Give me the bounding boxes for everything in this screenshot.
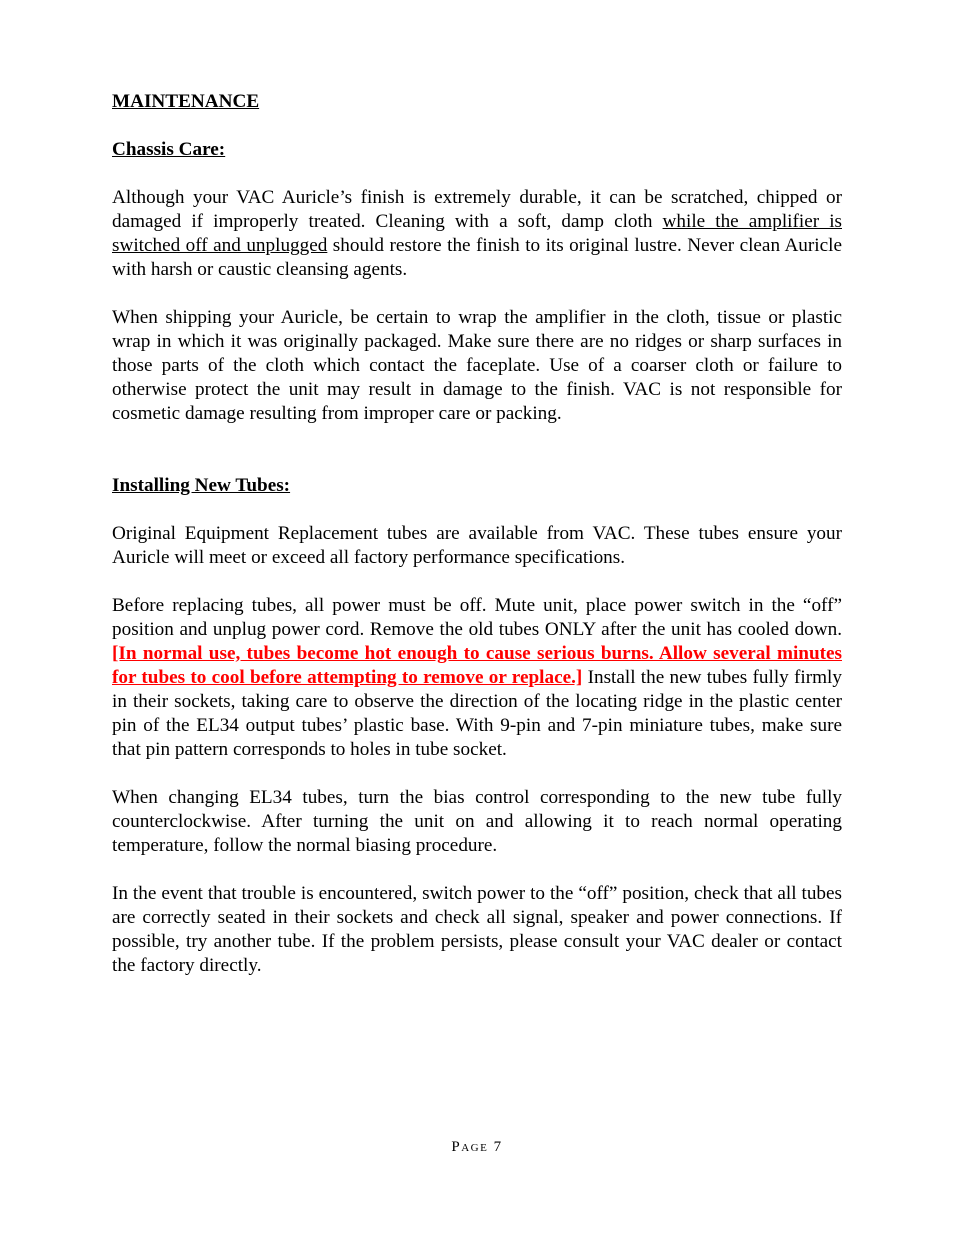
chassis-p1-underlined: while the amplifier is switched off and unplugged [112,211,842,256]
tubes-paragraph-4: In the event that trouble is encountered, switch power to the “off” position, check that all tubes are correctly seated in their sockets and check all signal, speaker and power connections. If possible, try another tube. If the problem persists, please consult your VAC dealer or contact the factory directly. [112,883,842,976]
section-title: MAINTENANCE [112,91,260,112]
tubes-paragraph-1: Original Equipment Replacement tubes are available from VAC. These tubes ensure your Auricle will meet or exceed all factory performance specifications. [112,523,842,568]
chassis-care-heading: Chassis Care: [112,139,226,160]
tubes-paragraph-3: When changing EL34 tubes, turn the bias control corresponding to the new tube fully counterclockwise. After turning the unit on and allowing it to reach normal operating temperature, follow the normal biasing procedure. [112,787,842,856]
chassis-care-paragraph-1 [112,186,842,282]
installing-tubes-heading: Installing New Tubes: [112,475,291,496]
chassis-p1-text-b: should restore the finish to its original lustre. Never clean Auricle with harsh or caustic cleansing agents. [112,235,842,280]
chassis-care-paragraph-2: When shipping your Auricle, be certain to wrap the amplifier in the cloth, tissue or plastic wrap in which it was originally packaged. Make sure there are no ridges or sharp surfaces in those parts of the cloth which contact the faceplate. Use of a coarser cloth or failure to otherwise protect the unit may result in damage to the finish. VAC is not responsible for cosmetic damage resulting from improper care or packing. [112,307,842,424]
page-number: Page 7 [451,1139,503,1155]
chassis-p1-text-a: Although your VAC Auricle’s finish is extremely durable, it can be scratched, chipped or damaged if improperly treated. Cleaning with a soft, damp cloth [112,187,842,232]
burn-warning: [In normal use, tubes become hot enough to cause serious burns. Allow several minutes for tubes to cool before attempting to remove or replace.] [112,643,842,688]
tubes-p2-text-b: Install the new tubes fully firmly in their sockets, taking care to observe the direction of the locating ridge in the plastic center pin of the EL34 output tubes’ plastic base. With 9-pin and 7-pin miniature tubes, make sure that pin pattern corresponds to holes in tube socket. [112,667,842,760]
tubes-paragraph-2 [112,594,842,762]
page-content [112,90,842,978]
tubes-p2-text-a: Before replacing tubes, all power must be off. Mute unit, place power switch in the “off” position and unplug power cord. Remove the old tubes ONLY after the unit has cooled down. [112,595,842,640]
